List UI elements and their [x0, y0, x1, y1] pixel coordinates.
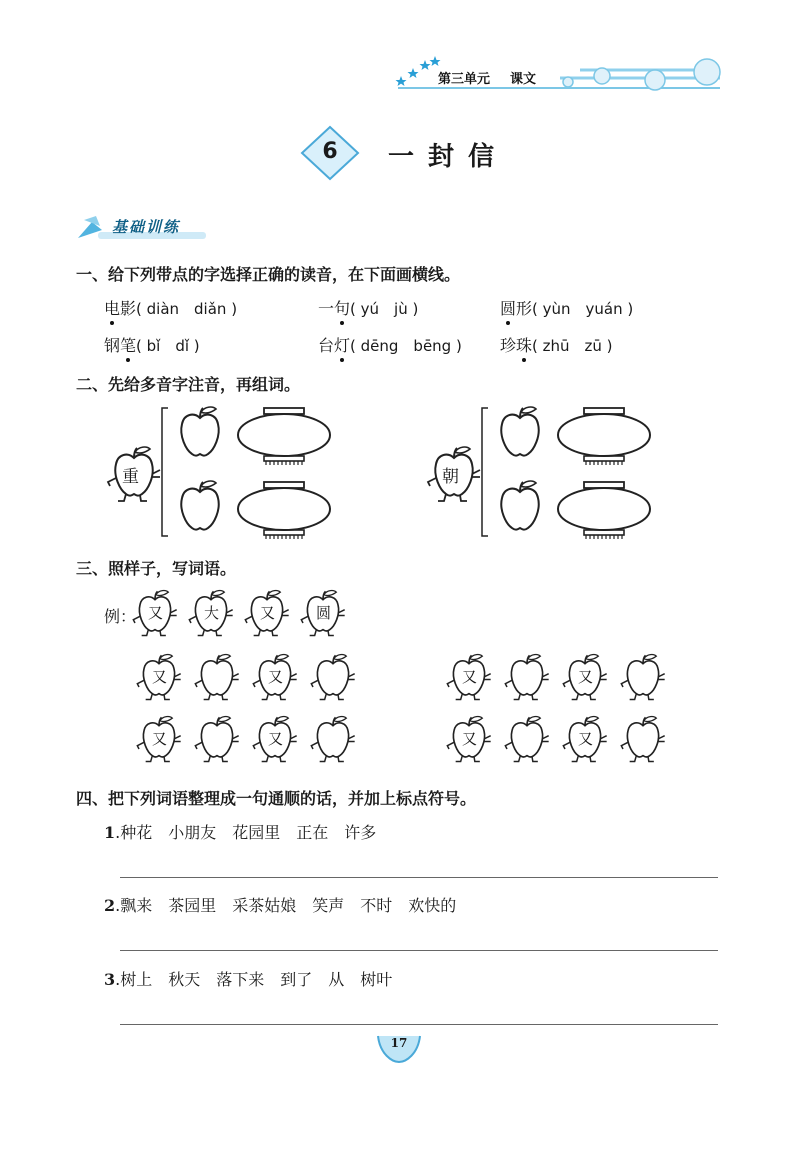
apple-blank-box: [618, 652, 668, 702]
lantern-answer-box: [554, 406, 654, 466]
lantern-answer-box: [234, 406, 334, 466]
apple-blank-box: [192, 652, 242, 702]
apple-blank-box: [502, 652, 552, 702]
pattern-block: [444, 652, 684, 772]
brace-icon: [156, 406, 170, 538]
header-unit: 第三单元: [438, 72, 491, 87]
q4-item: 3.树上 秋天 落下来 到了 从 树叶: [104, 970, 393, 989]
brace-icon: [476, 406, 490, 538]
lesson-number-badge: [300, 125, 360, 181]
polyphone-char: 朝: [442, 467, 459, 487]
q2-group: [104, 402, 344, 542]
q1-item: 电影( diàn diǎn ): [104, 296, 237, 319]
pattern-char: 又: [578, 730, 594, 748]
pattern-block: [134, 652, 374, 772]
lantern-answer-box: [234, 480, 334, 540]
example-char: 又: [260, 604, 276, 622]
lesson-number: 6: [322, 139, 338, 164]
q4-item: 1.种花 小朋友 花园里 正在 许多: [104, 823, 377, 842]
apple-answer-box: [490, 404, 550, 464]
pattern-char: 又: [462, 668, 478, 686]
item-number: 1: [104, 823, 116, 842]
apple-blank-box: [618, 714, 668, 764]
q1-item: 台灯( dēng bēng ): [318, 333, 462, 356]
q1-item: 钢笔( bǐ dǐ ): [104, 333, 200, 356]
pattern-char: 又: [268, 730, 284, 748]
lesson-title: 一封信: [388, 142, 509, 172]
polyphone-char: 重: [122, 467, 139, 487]
apple-answer-box: [170, 404, 230, 464]
answer-line[interactable]: [120, 1024, 718, 1025]
q2-title: 二、先给多音字注音，再组词。: [76, 375, 301, 394]
q1-item: 圆形( yùn yuán ): [500, 296, 633, 319]
example-row: [130, 588, 360, 638]
q4-title: 四、把下列词语整理成一句通顺的话，并加上标点符号。: [76, 789, 477, 808]
pattern-char: 又: [152, 730, 168, 748]
item-words: 树上 秋天 落下来 到了 从 树叶: [120, 970, 393, 989]
example-char: 圆: [316, 604, 332, 622]
pattern-char: 又: [268, 668, 284, 686]
item-words: 飘来 茶园里 采茶姑娘 笑声 不时 欢快的: [120, 896, 457, 915]
apple-blank-box: [308, 714, 358, 764]
example-char: 又: [148, 604, 164, 622]
item-number: 2: [104, 896, 116, 915]
apple-answer-box: [170, 478, 230, 538]
pattern-char: 又: [578, 668, 594, 686]
q1-item: 一句( yú jù ): [318, 296, 418, 319]
apple-blank-box: [502, 714, 552, 764]
q1-title: 一、给下列带点的字选择正确的读音，在下面画横线。: [76, 265, 461, 284]
q1-item: 珍珠( zhū zū ): [500, 333, 613, 356]
apple-answer-box: [490, 478, 550, 538]
item-number: 3: [104, 970, 116, 989]
q3-title: 三、照样子，写词语。: [76, 559, 237, 578]
pattern-char: 又: [462, 730, 478, 748]
header-bubbles: [560, 56, 725, 92]
answer-line[interactable]: [120, 950, 718, 951]
example-char: 大: [204, 604, 220, 622]
pattern-char: 又: [152, 668, 168, 686]
lantern-answer-box: [554, 480, 654, 540]
page-number-badge: [374, 1030, 424, 1064]
item-words: 种花 小朋友 花园里 正在 许多: [120, 823, 377, 842]
q2-group: [424, 402, 664, 542]
header-section: 课文: [510, 72, 537, 87]
answer-line[interactable]: [120, 877, 718, 878]
q4-item: 2.飘来 茶园里 采茶姑娘 笑声 不时 欢快的: [104, 896, 457, 915]
apple-blank-box: [308, 652, 358, 702]
apple-blank-box: [192, 714, 242, 764]
banner-label: 基础训练: [112, 218, 181, 236]
example-label: 例：: [104, 607, 137, 626]
page-number: 17: [390, 1036, 408, 1050]
